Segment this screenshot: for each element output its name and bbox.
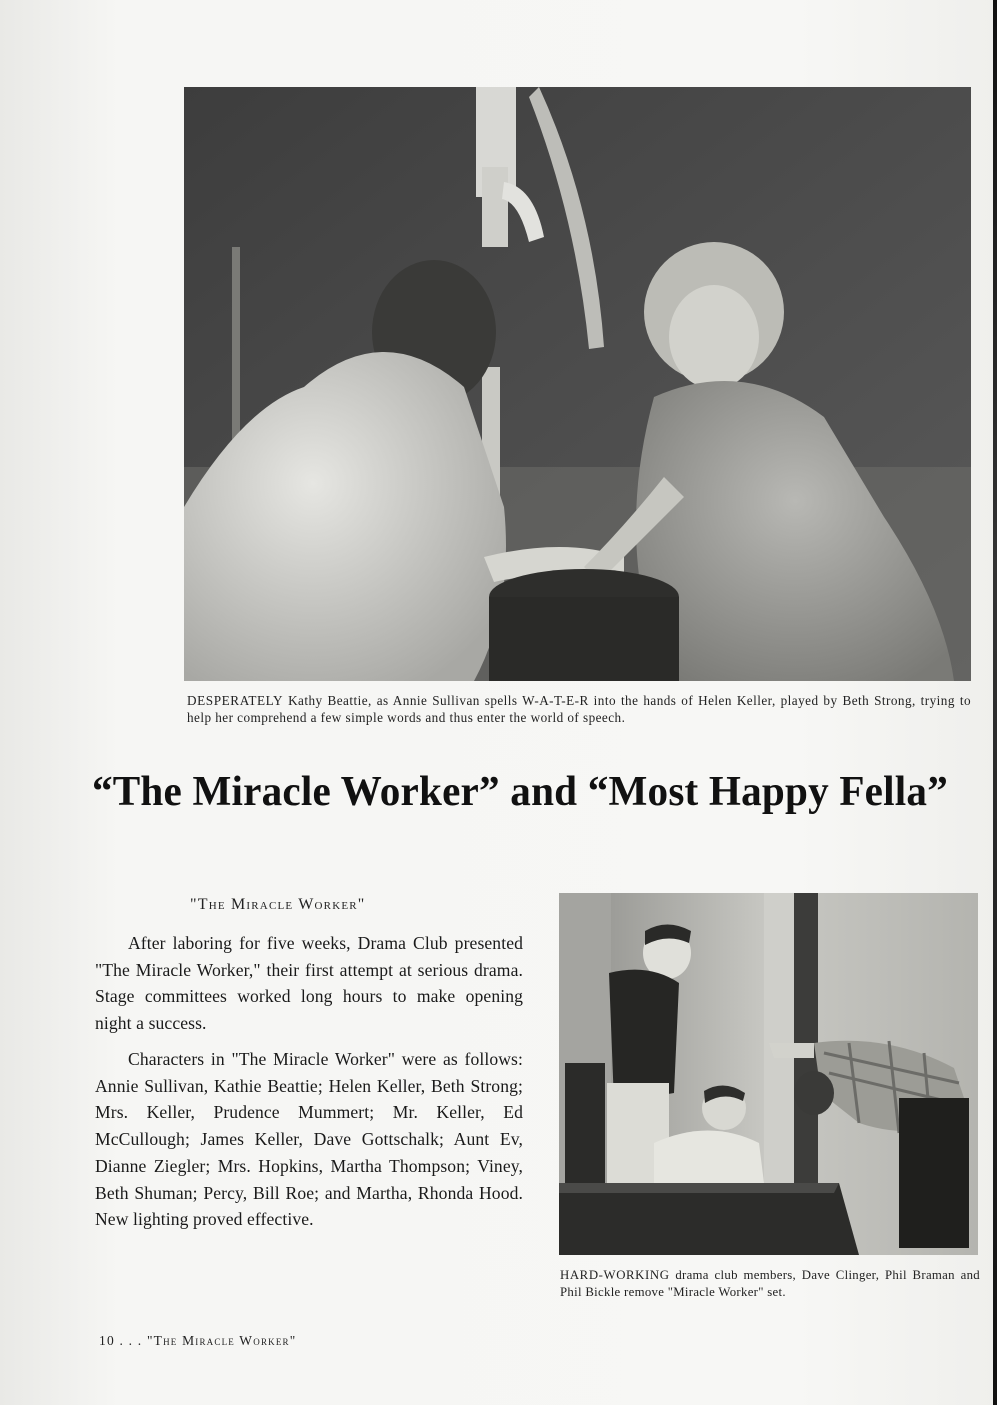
caption-top-lead: DESPERATELY [187, 693, 284, 708]
body-paragraph-1 [95, 930, 523, 1037]
body-paragraph-2 [95, 1046, 523, 1233]
paragraph-text: After laboring for five weeks, Drama Club presented "The Miracle Worker," their first attempt at serious drama. Stage committees worked long hours to make opening night a success. [95, 933, 523, 1034]
photo-top-caption [187, 692, 971, 726]
book-spine-edge [993, 0, 997, 1405]
photo-bottom-image [559, 893, 978, 1255]
photo-stage-crew [559, 893, 978, 1255]
caption-top-text: Kathy Beattie, as Annie Sullivan spells W-A-T-E-R into the hands of Helen Keller, played by Beth Strong, trying to help her comprehend a few simple words and thus enter the world of speech. [187, 693, 971, 725]
caption-bottom-lead: HARD-WORKING [560, 1268, 670, 1282]
page-number: 10 [99, 1333, 115, 1348]
paragraph-text: Characters in "The Miracle Worker" were as follows: Annie Sullivan, Kathie Beattie; Helen Keller, Beth Strong; Mrs. Keller, Prudence Mummert; Mr. Keller, Ed McCullough; James Keller, Dave Gottschalk; Aunt Ev, Dianne Ziegler; Mrs. Hopkins, Martha Thompson; Viney, Beth Shuman; Percy, Bill Roe; and Martha, Rhonda Hood. New lighting proved effective. [95, 1049, 523, 1230]
folio-separator: . . . [114, 1333, 147, 1348]
section-heading: "The Miracle Worker" [190, 896, 366, 913]
page-headline: “The Miracle Worker” and “Most Happy Fella” [92, 769, 948, 815]
photo-top-image [184, 87, 971, 681]
caption-bottom-text: drama club members, Dave Clinger, Phil Braman and Phil Bickle remove "Miracle Worker" set. [560, 1268, 980, 1299]
photo-water-pump-scene [184, 87, 971, 681]
page-folio [99, 1333, 296, 1349]
folio-section-title: "The Miracle Worker" [146, 1333, 297, 1348]
photo-bottom-caption [560, 1267, 980, 1301]
